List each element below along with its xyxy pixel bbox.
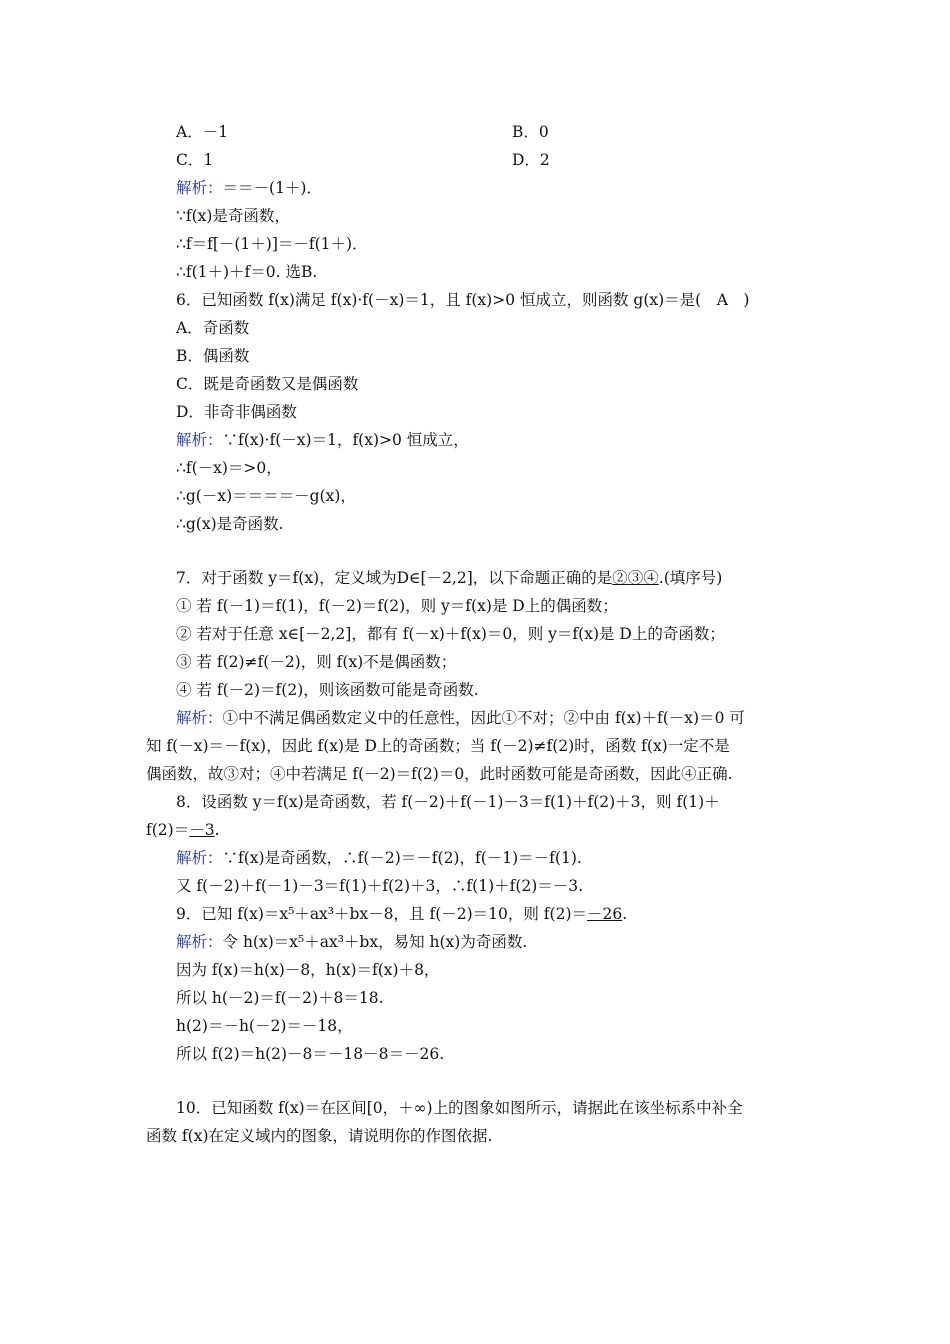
solution-5-line-2: ∵f(x)是奇函数，: [176, 207, 290, 225]
solution-5-line-1: 解析：＝＝－(1＋)．: [176, 179, 322, 197]
question-6-option-b: B．偶函数: [176, 347, 250, 365]
solution-9-line-4: h(2)＝－h(－2)＝－18，: [176, 1017, 353, 1035]
solution-label: 解析：: [176, 179, 223, 197]
solution-6-line-3: ∴g(－x)＝＝＝＝－g(x)，: [176, 487, 356, 505]
question-7-proposition-3: ③ 若 f(2)≠f(－2)，则 f(x)不是偶函数；: [176, 653, 457, 671]
question-9-stem: 9．已知 f(x)＝x⁵＋ax³＋bx－8，且 f(－2)＝10，则 f(2)＝－26.: [176, 905, 628, 923]
solution-label: 解析：: [176, 709, 223, 727]
question-6-option-c: C．既是奇函数又是偶函数: [176, 375, 359, 393]
answer-blank: －3: [189, 821, 215, 839]
question-8-stem-1: 8．设函数 y＝f(x)是奇函数，若 f(－2)＋f(－1)－3＝f(1)＋f(2)＋3，则 f(1)＋: [176, 793, 720, 811]
solution-label: 解析：: [176, 933, 223, 951]
solution-9-line-5: 所以 f(2)＝h(2)－8＝－18－8＝－26.: [176, 1045, 445, 1063]
solution-9-line-3: 所以 h(－2)＝f(－2)＋8＝18.: [176, 989, 384, 1007]
option-a: A．－1: [176, 123, 229, 141]
option-c: C．1: [176, 151, 214, 169]
answer-blank: ②③④: [612, 569, 659, 587]
question-6-option-d: D．非奇非偶函数: [176, 403, 297, 421]
option-d: D．2: [512, 151, 550, 169]
question-6-stem: 6．已知函数 f(x)满足 f(x)·f(－x)＝1，且 f(x)>0 恒成立，则函数 g(x)＝是( A ): [176, 291, 750, 309]
question-7-stem: 7．对于函数 y＝f(x)，定义域为D∈[－2,2]，以下命题正确的是②③④.(填序号): [176, 569, 723, 587]
solution-5-line-4: ∴f(1＋)＋f＝0. 选B.: [176, 263, 318, 281]
solution-6-line-4: ∴g(x)是奇函数.: [176, 515, 284, 533]
question-8-stem-2: f(2)＝－3.: [146, 821, 220, 839]
answer-blank: －26: [587, 905, 623, 923]
question-7-proposition-4: ④ 若 f(－2)＝f(2)，则该函数可能是奇函数.: [176, 681, 479, 699]
solution-label: 解析：: [176, 431, 223, 449]
question-10-stem-2: 函数 f(x)在定义域内的图象，请说明你的作图依据.: [146, 1127, 493, 1145]
solution-8-line-2: 又 f(－2)＋f(－1)－3＝f(1)＋f(2)＋3，∴f(1)＋f(2)＝－3.: [176, 877, 584, 895]
question-7-proposition-2: ② 若对于任意 x∈[－2,2]，都有 f(－x)＋f(x)＝0，则 y＝f(x)是 D上的奇函数；: [176, 625, 725, 643]
solution-9-line-1: 解析：令 h(x)＝x⁵＋ax³＋bx，易知 h(x)为奇函数.: [176, 933, 528, 951]
solution-7-line-3: 偶函数，故③对；④中若满足 f(－2)＝f(2)＝0，此时函数可能是奇函数，因此④正确.: [146, 765, 733, 783]
solution-8-line-1: 解析：∵f(x)是奇函数，∴f(－2)＝－f(2)，f(－1)＝－f(1).: [176, 849, 582, 867]
question-7-proposition-1: ① 若 f(－1)＝f(1)，f(－2)＝f(2)，则 y＝f(x)是 D上的偶函数；: [176, 597, 618, 615]
solution-7-line-1: 解析：①中不满足偶函数定义中的任意性，因此①不对；②中由 f(x)＋f(－x)＝0 可: [176, 709, 745, 727]
question-6-option-a: A．奇函数: [176, 319, 250, 337]
solution-6-line-2: ∴f(－x)＝>0，: [176, 459, 282, 477]
solution-5-line-3: ∴f＝f[－(1＋)]＝－f(1＋)．: [176, 235, 368, 253]
solution-9-line-2: 因为 f(x)＝h(x)－8，h(x)＝f(x)＋8，: [176, 961, 440, 979]
question-10-stem-1: 10．已知函数 f(x)＝在区间[0，＋∞)上的图象如图所示，请据此在该坐标系中补全: [176, 1099, 743, 1117]
solution-7-line-2: 知 f(－x)＝－f(x)，因此 f(x)是 D上的奇函数；当 f(－2)≠f(2)时，函数 f(x)一定不是: [146, 737, 730, 755]
option-b: B．0: [512, 123, 549, 141]
solution-6-line-1: 解析：∵f(x)·f(－x)＝1，f(x)>0 恒成立，: [176, 431, 469, 449]
solution-label: 解析：: [176, 849, 223, 867]
